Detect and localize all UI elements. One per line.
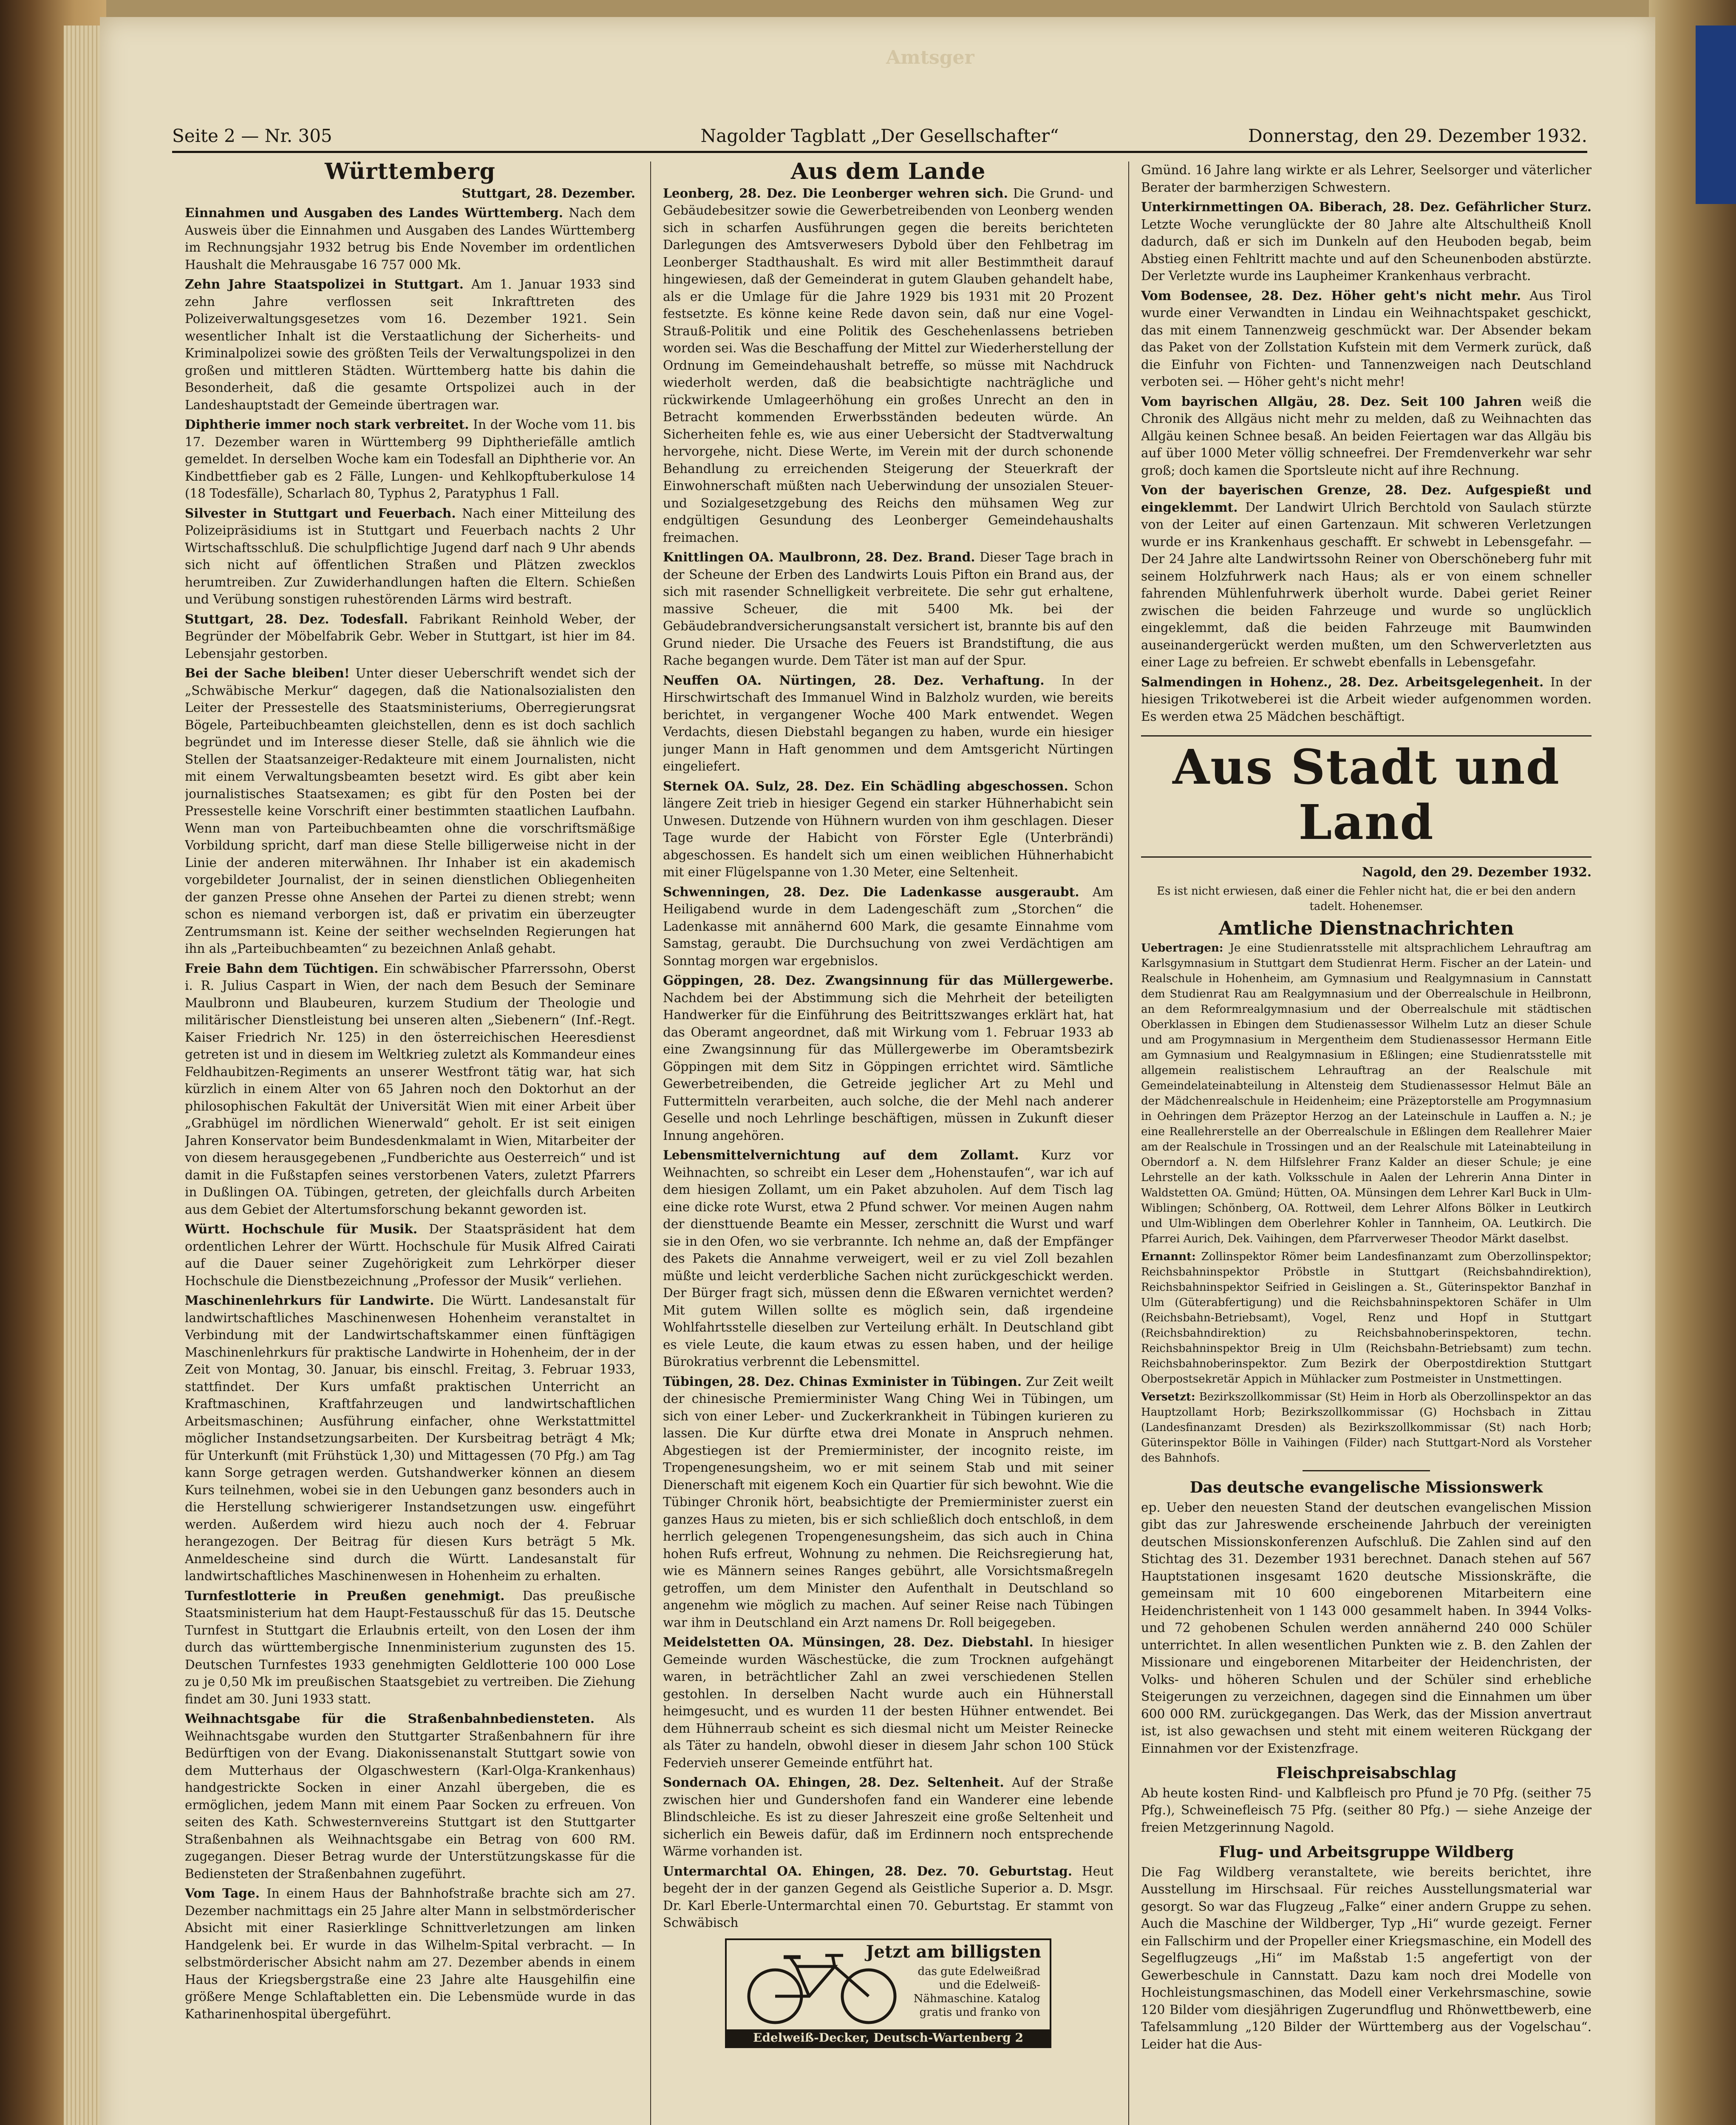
article-text: In der hiesigen Trikotweberei ist die Arbeit wieder aufgenommen worden. Es werden etwa 25 Mädchen beschäftigt. — [1141, 674, 1592, 724]
column-aus-dem-lande — [663, 162, 1113, 2125]
article-lead: Vom bayrischen Allgäu, 28. Dez. Seit 100 Jahren — [1141, 394, 1522, 409]
article-paragraph — [185, 665, 635, 958]
bookmark-tab — [1696, 26, 1736, 204]
article-text: Bezirkszollkommissar (St) Heim in Horb als Oberzollinspektor an das Hauptzollamt Horb; Bezirkszollkommissar (G) Hochsbach in Zittau (Landesfinanzamt Dresden) als Bezirkszollkommissar (St) nach Horb; Güterinspektor Bölle in Vaihingen (Filder) nach Stuttgart-Nord als Vorsteher des Bahnhofs. — [1141, 1391, 1592, 1465]
article-paragraph — [663, 778, 1113, 881]
article-paragraph — [663, 549, 1113, 669]
article-text: In einem Haus der Bahnhofstraße brachte sich am 27. Dezember nachmittags ein 25 Jahre alter Mann in selbstmörderischer Absicht mit einer Rasierklinge Schnittverletzungen am linken Handgelenk bei. Er wurde in das Wilhelm-Spital verbracht. — In selbstmörderischer Absicht nahm am 27. Dezember abends in einem Haus der Kriegsbergstraße eine 23 Jahre alte Hausgehilfin eine größere Menge Schlaftabletten ein. Die Lebensmüde wurde in das Katharinenhospital übergeführt. — [185, 1886, 635, 2021]
article-paragraph — [1141, 198, 1592, 285]
article-text: Letzte Woche verunglückte der 80 Jahre alte Altschultheiß Knoll dadurch, daß er sich im Dunkeln auf den Heuboden begab, beim Abstieg einen Fehltritt machte und auf den Scheunenboden abstürzte. Der Verletzte wurde ins Laupheimer Krankenhaus verbracht. — [1141, 217, 1592, 283]
article-text: Ein schwäbischer Pfarrerssohn, Oberst i. R. Julius Caspart in Wien, der nach dem Besuch der Seminare Maulbronn und Blaubeuren, kurzem Studium der Theologie und militärischer Dienstleistung bei unseren alten „Siebenern“ (Inf.-Regt. Kaiser Friedrich Nr. 125) in den österreichischen Heeresdienst getreten ist und in diesem im Weltkrieg zuletzt als Kommandeur eines Feldhaubitzen-Regiments an unserer Westfront tätig war, hat sich kürzlich in einem Alter von 65 Jahren noch den Doktorhut an der philosophischen Fakultät der Universität Wien mit einer Arbeit über „Grabhügel im nördlichen Wienerwald“ geholt. Er ist seit einigen Jahren Konservator beim Bundesdenkmalamt in Wien, Mitarbeiter der von diesem herausgegebenen „Fundberichte aus Oesterreich“ und ist damit in die Fußstapfen seines verstorbenen Vaters, zuletzt Pfarrers in Dußlingen OA. Tübingen, getreten, der gleichfalls durch Arbeiten aus dem Gebiet der Altertumsforschung bekannt geworden ist. — [185, 961, 635, 1217]
article-text: Das preußische Staatsministerium hat dem Haupt-Festausschuß für das 15. Deutsche Turnfest in Stuttgart die Erlaubnis erteilt, von den Losen der ihm durch das württembergische Innenministerium zugunsten des 15. Deutschen Turnfestes 1933 genehmigten Geldlotterie 100 000 Lose zu je 0,50 Mk im preußischen Staatsgebiet zu vertreiben. Die Ziehung findet am 30. Juni 1933 statt. — [185, 1588, 635, 1706]
article-text: Schon längere Zeit trieb in hiesiger Gegend ein starker Hühnerhabicht sein Unwesen. Dutzende von Hühnern wurden von ihm geschlagen. Dieser Tage wurde der Habicht von Förster Egle (Unterbrändi) abgeschossen. Es handelt sich um einen weiblichen Hühnerhabicht mit einer Flügelspanne von 1.30 Meter, eine Seltenheit. — [663, 779, 1113, 879]
ad-address: Edelweiß-Decker, Deutsch-Wartenberg 2 — [727, 2029, 1050, 2046]
article-paragraph — [663, 185, 1113, 547]
article-paragraph — [185, 276, 635, 414]
article-lead: Tübingen, 28. Dez. Chinas Exminister in Tübingen. — [663, 1374, 1022, 1389]
bicycle-advertisement — [725, 1938, 1051, 2048]
subsection-title: Amtliche Dienstnachrichten — [1218, 917, 1514, 939]
column-divider — [1128, 162, 1129, 2125]
article-lead: Vom Tage. — [185, 1886, 260, 1901]
article-paragraph — [1141, 162, 1592, 196]
dateline: Nagold, den 29. Dezember 1932. — [1362, 864, 1592, 879]
article-paragraph — [1141, 1249, 1592, 1387]
article-lead: Uebertragen: — [1141, 942, 1223, 955]
article-text: Nach einer Mitteilung des Polizeipräsidiums ist in Stuttgart und Feuerbach nachts 2 Uhr Wirtschaftsschluß. Die schulpflichtige Jugend darf nach 9 Uhr abends sich nicht auf öffentlichen Straßen und Plätzen zwecklos herumtreiben. Zur Zuwiderhandlungen haften die Eltern. Schießen und Verübung sonstigen ruhestörenden Lärms wird bestraft. — [185, 506, 635, 606]
article-paragraph — [663, 1863, 1113, 1932]
article-lead: Schwenningen, 28. Dez. Die Ladenkasse ausgeraubt. — [663, 884, 1079, 899]
article-lead: Zehn Jahre Staatspolizei in Stuttgart. — [185, 277, 464, 292]
header-rule — [172, 151, 1587, 153]
article-text: Die Grund- und Gebäudebesitzer sowie die Gewerbetreibenden von Leonberg wenden sich in scharfen Ausführungen gegen die bereits berichteten Darlegungen des Amtsverwesers Dybold über den Fehlbetrag im Leonberger Stadthaushalt. Es wird mit aller Bestimmtheit darauf hingewiesen, daß der Gemeinderat in gutem Glauben gehandelt habe, als er die Umlage für die Jahre 1929 bis 1931 mit 20 Prozent festsetzte. Es könne keine Rede davon sein, daß nur eine Vogel-Strauß-Politik und eine Politik des Geschehenlassens betrieben worden sei. Was die Beschaffung der Mittel zur Wiederherstellung der Ordnung im Gemeindehaushalt betreffe, so müsse mit Nachdruck wiederholt werden, daß die beabsichtigte nachträgliche und rückwirkende Umlageerhöhung ein großes Unrecht an den in Betracht kommenden Erwerbsständen bedeuten würde. An Sicherheiten fehle es, wie aus einer Uebersicht der Stadtverwaltung hervorgehe, nicht. Diese Werte, im Verein mit der durch schonende Behandlung zu erreichenden Steigerung der Steuerkraft der Einwohnerschaft müßten nach Ueberwindung der unsozialen Steuer- und Sozialgesetzgebung des Reichs den mühsamen Weg zur endgültigen Gesundung des Leonberger Gemeindehaushalts freimachen. — [663, 186, 1113, 545]
article-lead: Versetzt: — [1141, 1391, 1195, 1403]
column-stadt-und-land — [1141, 162, 1592, 2125]
section-title: Aus dem Lande — [790, 162, 986, 184]
article-list — [1141, 162, 1592, 725]
article-body: Ab heute kosten Rind- und Kalbfleisch pro Pfund je 70 Pfg. (seither 75 Pfg.), Schweinefleisch 75 Pfg. (seither 80 Pfg.) — siehe Anzeige der freien Metzgerinnung Nagold. — [1141, 1785, 1592, 1835]
article-text: Aus Tirol wurde einer Verwandten in Lindau ein Weihnachtspaket geschickt, das mit einem Tannenzweig geschmückt war. Der Absender bekam das Paket von der Zollstation Kufstein mit dem Vermerk zurück, daß die Einfuhr von Fichten- und Tannenzweigen nach Deutschland verboten sei. — Höher geht's nicht mehr! — [1141, 288, 1592, 389]
article-text: Der Landwirt Ulrich Berchtold von Saulach stürzte von der Leiter auf einen Gartenzaun. Mit schweren Verletzungen wurde er ins Krankenhaus geschafft. Er schwebt in Lebensgefahr. — Der 24 Jahre alte Landwirtssohn Reiner von Oberschöneberg fuhr mit seinem Holzfuhrwerk nach Haus; als er von einem schneller fahrenden Mühlenfuhrwerk überholt wurde. Dabei geriet Reiner zwischen die beiden Fahrzeuge und wurde so unglücklich eingeklemmt, daß die beiden Fahrzeuge mit Baumwinden auseinandergerückt werden mußten, um den Schwerverletzten aus einer Lage zu befreien. Er schwebt ebenfalls in Lebensgefahr. — [1141, 500, 1592, 669]
article-text: Am Heiligabend wurde in dem Ladengeschäft zum „Storchen“ die Ladenkasse mit annähernd 600 Mark, die gesamte Einnahme vom Samstag, geraubt. Die Durchsuchung von zwei Verdächtigen am Sonntag morgen war ergebnislos. — [663, 884, 1113, 968]
article-lead: Salmendingen in Hohenz., 28. Dez. Arbeitsgelegenheit. — [1141, 674, 1544, 689]
article-paragraph — [185, 611, 635, 663]
article-body: ep. Ueber den neuesten Stand der deutschen evangelischen Mission gibt das zur Jahreswende erscheinende Jahrbuch der vereinigten deutschen Missionskonferenzen Aufschluß. Die Zahlen sind auf den Stichtag des 31. Dezember 1931 berechnet. Danach stehen auf 567 Hauptstationen insgesamt 1620 deutsche Missionskräfte, die gemeinsam mit 10 600 eingeborenen Mitarbeitern eine Heidenchristenheit von 1 143 000 gesammelt haben. In 3944 Volks- und 72 gehobenen Schulen werden annähernd 240 000 Schüler unterrichtet. In allen wesentlichen Punkten wie z. B. den Zahlen der Missionare und eingeborenen Mitarbeiter der Heidenchristen, der Volks- und höheren Schulen und der Schüler sind erhebliche Steigerungen zu verzeichnen, dagegen sind die Einnahmen um über 600 000 RM. zurückgegangen. Das Werk, das der Mission anvertraut ist, ist also gewachsen und steht mit einem weiteren Rückgang der Einnahmen vor der Existenzfrage. — [1141, 1500, 1592, 1756]
section-title: Württemberg — [325, 162, 496, 184]
motto: Es ist nicht erwiesen, daß einer die Fehler nicht hat, die er bei den andern tadelt. Hohenemser. — [1157, 884, 1576, 913]
article-text: Die Württ. Landesanstalt für landwirtschaftliches Maschinenwesen Hohenheim veranstaltet in Verbindung mit der Landwirtschaftskammer einen fünftägigen Maschinenlehrkurs für praktische Landwirte in Hohenheim, der in der Zeit von Montag, 30. Januar, bis einschl. Freitag, 3. Februar 1933, stattfindet. Der Kurs umfaßt praktischen Unterricht an Kraftmaschinen, Kraftfahrzeugen und landwirtschaftlichen Arbeitsmaschinen; Ausführung einfacher, ohne Werkstattmittel möglicher Instandsetzungsarbeiten. Der Kursbeitrag beträgt 4 Mk; für Unterkunft (mit Frühstück 1,30) und Mittagessen (70 Pfg.) am Tag kann Sorge getragen werden. Gutshandwerker können an diesem Kurs teilnehmen, wobei sie in den Uebungen ganz besonders auch in die Herstellung schwierigerer Instandsetzungen usw. eingeführt werden. Außerdem wird hiezu auch noch der 4. Februar herangezogen. Der Beitrag für diesen Kurs beträgt 5 Mk. Anmeldescheine sind durch die Württ. Landesanstalt für landwirtschaftliches Maschinenwesen in Hohenheim zu erhalten. — [185, 1293, 635, 1583]
column-divider — [650, 162, 651, 2125]
article-text: weiß die Chronik des Allgäus nicht mehr zu melden, daß zu Weihnachten das Allgäu keinen Schnee besaß. An beiden Feiertagen war das Allgäu bis auf über 1000 Meter völlig schneefrei. Der Fremdenverkehr war sehr groß; doch kamen die Sportsleute nicht auf ihre Rechnung. — [1141, 394, 1592, 478]
article-paragraph — [1141, 674, 1592, 725]
article-paragraph — [663, 972, 1113, 1144]
page-number: Seite 2 — Nr. 305 — [172, 125, 332, 146]
newspaper-page — [100, 17, 1655, 2125]
article-lead: Unterkirnmettingen OA. Biberach, 28. Dez. Gefährlicher Sturz. — [1141, 199, 1592, 214]
article-lead: Meidelstetten OA. Münsingen, 28. Dez. Diebstahl. — [663, 1635, 1034, 1649]
article-paragraph — [663, 884, 1113, 970]
article-headline: Fleischpreisabschlag — [1276, 1764, 1457, 1782]
article-lead: Einnahmen und Ausgaben des Landes Württemberg. — [185, 205, 564, 220]
article-paragraph — [663, 1373, 1113, 1632]
article-text: Nach dem Ausweis über die Einnahmen und Ausgaben des Landes Württemberg im Rechnungsjahr 1932 betrug bis Ende November im ordentlichen Haushalt die Mehrausgabe 16 757 000 Mk. — [185, 206, 635, 272]
book-right-edge — [1649, 0, 1736, 2125]
article-text: In hiesiger Gemeinde wurden Wäschestücke, die zum Trocknen aufgehängt waren, in beträchtlicher Zahl an zwei verschiedenen Stellen gestohlen. In derselben Nacht wurde auch ein Hühnerstall heimgesucht, und es wurden 11 der besten Hühner entwendet. Bei dem Hühnerraub scheint es sich diesmal nicht um Meister Reinecke als Täter zu handeln, obwohl dieser in diesem Jahr schon 100 Stück Federvieh unserer Gemeinde entführt hat. — [663, 1635, 1113, 1770]
bleed-through-text: Amtsger — [886, 47, 974, 68]
article-lead: Silvester in Stuttgart und Feuerbach. — [185, 505, 456, 521]
article-paragraph — [663, 1774, 1113, 1860]
ad-headline: Jetzt am billigsten — [866, 1941, 1041, 1962]
article-text: Gmünd. 16 Jahre lang wirkte er als Lehrer, Seelsorger und väterlicher Berater der barmherzigen Schwestern. — [1141, 163, 1592, 195]
article-text: Je eine Studienratsstelle mit altsprachlichem Lehrauftrag am Karlsgymnasium in Stuttgart dem Studienrat Herm. Fischer an der Latein- und Realschule in Hohenheim, am Gymnasium und Realgymnasium in Cannstatt dem Studienrat Rau am Realgymnasium und der Oberrealschule in Heilbronn, an dem Reformrealgymnasium und der Oberrealschule mit städtischen Oberklassen in Ebingen dem Studienassessor Wilhelm Lutz an dieser Schule und am Progymnasium in Mergentheim dem Studienassessor Hermann Eitle am Gymnasium und Realgymnasium in Eßlingen; eine Studienratsstelle mit allgemein realistischem Lehrauftrag an der Realschule mit Gemeindelateinabteilung in Altensteig dem Studienassessor Helmut Bäle an der Mädchenrealschule in Heidenheim; eine Präzeptorstelle am Progymnasium in Oehringen dem Präzeptor Herzog an der Lateinschule in Lauffen a. N.; je eine Reallehrerstelle an der Oberrealschule in Eßlingen dem Reallehrer Maier am der Realschule in Trossingen und an der Realschule mit Lateinabteilung in Oberndorf a. N. dem Hilfslehrer Franz Kalder an dieser Schule; je eine Lehrstelle an der kath. Volksschule in Aalen der Lehrerin Anna Dinter in Waldstetten OA. Gmünd; Hütten, OA. Münsingen dem Lehrer Karl Buck in Ulm-Wiblingen; Schönberg, OA. Rottweil, dem Lehrer Alfons Bölker in Leutkirch und Ulm-Wiblingen dem Oberlehrer Kohler in Tannheim, OA. Leutkirch. Die Pfarrei Aurich, Dek. Vaihingen, dem Pfarrverweser Theodor Märkt daselbst. — [1141, 942, 1592, 1245]
article-lead: Vom Bodensee, 28. Dez. Höher geht's nicht mehr. — [1141, 288, 1521, 303]
article-lead: Württ. Hochschule für Musik. — [185, 1221, 418, 1236]
article-text: Unter dieser Ueberschrift wendet sich der „Schwäbische Merkur“ dagegen, daß die Nationalsozialisten den Leiter der Pressestelle des Staatsministeriums, Oberregierungsrat Bögele, Parteibuchbeamten gleichstellen, denn es ist doch sachlich begründet und im Interesse dieser Stelle, daß sie ähnlich wie die Stellen der Staatsanzeiger-Redakteure mit einem Journalisten, nicht mit einem Verwaltungsbeamten besetzt wird. Es gibt aber kein journalistisches Staatsexamen; es gibt für den Posten bei der Pressestelle keine Vorschrift einer bestimmten staatlichen Laufbahn. Wenn man von Parteibuchbeamten ohne die vorschriftsmäßige Vorbildung spricht, darf man diese Stelle billigerweise nicht in der Linie der anderen miterwähnen. Ihr Inhaber ist ein akademisch vorgebildeter Journalist, der in seinen dienstlichen Obliegenheiten der ganzen Presse ohne Ansehen der Partei zu dienen strebt; wenn schon es niemand verborgen ist, daß er privatim ein überzeugter Zentrumsmann ist. Keine der seither wechselnden Regierungen hat ihn als „Parteibuchbeamten“ zu bezeichnen Anlaß gehabt. — [185, 666, 635, 956]
article-list — [185, 204, 635, 2023]
article-list — [663, 185, 1113, 1932]
article-lead: Ernannt: — [1141, 1250, 1196, 1263]
article-paragraph — [185, 416, 635, 502]
article-text: Nachdem bei der Abstimmung sich die Mehrheit der beteiligten Handwerker für die Einführung des Beitrittszwanges erklärt hat, hat das Oberamt angeordnet, daß mit Wirkung vom 1. Februar 1933 ab eine Zwangsinnung für das Müllergewerbe im Oberamtsbezirk Göppingen mit dem Sitz in Göppingen errichtet wird. Sämtliche Gewerbetreibenden, die Getreide jeglicher Art zu Mehl und Futtermitteln verarbeiten, auch solche, die der Mehl nach anderer Geselle und noch Lehrlinge beschäftigen, müssen in Zukunft dieser Innung angehören. — [663, 990, 1113, 1143]
article-body: Die Fag Wildberg veranstaltete, wie bereits berichtet, ihre Ausstellung im Hirschsaal. Für reiches Ausstellungsmaterial war gesorgt. So war das Flugzeug „Falke“ einer andern Gruppe zu sehen. Auch die Maschine der Wildberger, Typ „Hi“ wurde gezeigt. Ferner ein Fallschirm und der Propeller einer Kriegsmaschine, ein Modell des Segelflugzeugs „Hi“ im Maßstab 1:5 angefertigt von der Gewerbeschule in Cannstatt. Dazu kam noch drei Modelle von Hochleistungsmaschinen, das Modell einer Verkehrsmaschine, sowie 120 Bilder vom diesjährigen Zugerundflug und Rhönwettbewerb, eine Tafelsammlung „120 Bilder der Württemberg aus der Vogelschau“. Leider hat die Aus- — [1141, 1864, 1592, 2051]
article-paragraph — [663, 672, 1113, 775]
column-wuerttemberg — [185, 162, 635, 2125]
article-paragraph — [1141, 393, 1592, 479]
article-lead: Von der bayerischen Grenze, 28. Dez. Aufgespießt und eingeklemmt. — [1141, 482, 1592, 515]
dateline: Stuttgart, 28. Dezember. — [462, 185, 635, 201]
article-paragraph — [185, 1710, 635, 1882]
article-lead: Sondernach OA. Ehingen, 28. Dez. Seltenheit. — [663, 1775, 1004, 1790]
article-lead: Stuttgart, 28. Dez. Todesfall. — [185, 611, 408, 626]
article-text: In der Hirschwirtschaft des Immanuel Wind in Balzholz wurden, wie bereits berichtet, in vergangener Woche 400 Mark entwendet. Wegen Verdachts, diesen Diebstahl begangen zu haben, wurde ein hiesiger junger Mann in Haft genommen und dem Amtsgericht Nürtingen eingeliefert. — [663, 673, 1113, 774]
article-paragraph — [185, 960, 635, 1218]
article-text: Zur Zeit weilt der chinesische Premierminister Wang Ching Wei in Tübingen, um sich von einer Leber- und Zuckerkrankheit in Tübingen kurieren zu lassen. Die Kur dürfte etwa drei Monate in Anspruch nehmen. Abgestiegen ist der Premierminister, der incognito reiste, im Tropengenesungsheim, wo er mit seinem Stab und mit seiner Dienerschaft mit eigenem Koch ein Quartier für sich bewohnt. Wie die Tübinger Chronik hört, beabsichtigte der Premierminister zuerst ein ganzes Haus zu mieten, bis er sich schließlich doch entschloß, in dem herrlich gelegenen Tropengenesungsheim, das sich auch in China hohen Rufs erfreut, Wohnung zu nehmen. Die Reichsregierung hat, wie es Männern seines Ranges gebührt, alle Vorsichtsmaßregeln getroffen, um dem Minister den Aufenthalt in Deutschland so angenehm wie möglich zu machen. Auf seiner Reise nach Tübingen war ihm in Deutschland ein Arzt namens Dr. Roll beigegeben. — [663, 1374, 1113, 1630]
article-text: Am 1. Januar 1933 sind zehn Jahre verflossen seit Inkrafttreten des Polizeiverwaltungsgesetzes vom 16. Dezember 1921. Sein wesentlicher Inhalt ist die Verstaatlichung der Sicherheits- und Kriminalpolizei sowie des größten Teils der Verwaltungspolizei in den großen und mittleren Städten. Württemberg hatte bis dahin die Besonderheit, daß die gesamte Ortspolizei auch in der Landeshauptstadt der Gemeinde übertragen war. — [185, 277, 635, 412]
running-header — [172, 125, 1587, 151]
article-lead: Leonberg, 28. Dez. Die Leonberger wehren sich. — [663, 185, 1008, 201]
article-lead: Knittlingen OA. Maulbronn, 28. Dez. Brand. — [663, 550, 975, 564]
article-lead: Maschinenlehrkurs für Landwirte. — [185, 1293, 434, 1308]
article-paragraph — [185, 1292, 635, 1585]
article-text: Kurz vor Weihnachten, so schreibt ein Leser dem „Hohenstaufen“, war ich auf dem hiesigen Zollamt, um ein Paket abzuholen. Auf dem Tisch lag eine dicke rote Wurst, etwa 2 Pfund schwer. Vor meinen Augen nahm der diensttuende Beamte ein Messer, zerschnitt die Wurst und warf sie in den Ofen, wo sie verbrannte. Ich nehme an, daß der Empfänger des Pakets die Annahme verweigert, weil er zu viel Zoll bezahlen müßte und leicht verderbliche Sachen nicht zurückgeschickt werden. Der Bürger fragt sich, müssen denn die Eßwaren vernichtet werden? Mit gutem Willen sollte es möglich sein, daß irgendeine Wohlfahrtsstelle dieselben zur Verteilung erhält. In Deutschland gibt es viele Leute, die kaum etwas zu essen haben, und der heilige Bürokratius verbrennt die Lebensmittel. — [663, 1148, 1113, 1369]
article-lead: Lebensmittelvernichtung auf dem Zollamt. — [663, 1148, 1019, 1162]
article-lead: Neuffen OA. Nürtingen, 28. Dez. Verhaftung. — [663, 672, 1045, 688]
article-paragraph — [1141, 941, 1592, 1247]
article-paragraph — [185, 505, 635, 608]
article-paragraph — [185, 1587, 635, 1708]
article-text: Auf der Straße zwischen hier und Gundershofen fand ein Wanderer eine lebende Blindschleiche. Es ist zu dieser Jahreszeit eine große Seltenheit und sicherlich ein Beweis dafür, daß im Erdinnern noch entsprechende Wärme vorhanden ist. — [663, 1775, 1113, 1859]
section-title-large: Aus Stadt und Land — [1141, 735, 1592, 858]
article-paragraph — [185, 1885, 635, 2023]
article-paragraph — [1141, 1389, 1592, 1466]
ad-text: das gute Edelweißrad und die Edelweiß-Nähmaschine. Katalog gratis und franko von — [913, 1965, 1040, 2019]
article-paragraph — [1141, 482, 1592, 671]
article-paragraph — [663, 1147, 1113, 1371]
article-text: Der Staatspräsident hat dem ordentlichen Lehrer der Württ. Hochschule für Musik Alfred Cairati auf die Dauer seiner Zugehörigkeit zum Lehrkörper dieser Hochschule die Dienstbezeichnung „Professor der Musik“ verliehen. — [185, 1222, 635, 1288]
article-paragraph — [663, 1634, 1113, 1771]
article-text: Fabrikant Reinhold Weber, der Begründer der Möbelfabrik Gebr. Weber in Stuttgart, ist hier im 84. Lebensjahr gestorben. — [185, 612, 635, 661]
article-lead: Diphtherie immer noch stark verbreitet. — [185, 417, 469, 432]
article-headline: Flug- und Arbeitsgruppe Wildberg — [1218, 1843, 1514, 1861]
article-text: Zollinspektor Römer beim Landesfinanzamt zum Oberzollinspektor; Reichsbahninspektor Pröbstle in Stuttgart (Reichsbahndirektion), Reichsbahninspektor Seifried in Geislingen a. St., Güterinspektor Banzhaf in Ulm (Güterabfertigung) und die Reichsbahninspektoren Schäfer in Ulm (Reichsbahn-Betriebsamt), Vogel, Renz und Hopf in Stuttgart (Reichsbahndirektion) zu Reichsbahnoberinspektoren, techn. Reichsbahninspektor Breig in Ulm (Reichsbahn-Betriebsamt) zum techn. Reichsbahnoberinspektor. Zum Bezirk der Oberpostdirektion Stuttgart Oberpostsekretär Appich in Mühlacker zum Postmeister in Unstmettingen. — [1141, 1250, 1592, 1386]
issue-date: Donnerstag, den 29. Dezember 1932. — [1248, 125, 1587, 146]
article-headline: Das deutsche evangelische Missionswerk — [1189, 1479, 1543, 1496]
article-text: Heut begeht der in der ganzen Gegend als Geistliche Superior a. D. Msgr. Dr. Karl Eberle-Untermarchtal einen 70. Geburtstag. Er stammt von Schwäbisch — [663, 1864, 1113, 1930]
article-lead: Bei der Sache bleiben! — [185, 666, 350, 680]
article-paragraph — [185, 1221, 635, 1289]
article-paragraph — [1141, 287, 1592, 391]
article-lead: Untermarchtal OA. Ehingen, 28. Dez. 70. Geburtstag. — [663, 1863, 1073, 1878]
article-text: Dieser Tage brach in der Scheune der Erben des Landwirts Louis Pifton ein Brand aus, der sich mit rasender Schnelligkeit verbreitete. Die sehr gut erhaltene, massive Scheuer, die mit 5400 Mk. bei der Gebäudebrandversicherungsanstalt versichert ist, brannte bis auf den Grund nieder. Die Ursache des Feuers ist Brandstiftung, die aus Rache begangen wurde. Dem Täter ist man auf der Spur. — [663, 550, 1113, 668]
masthead: Nagolder Tagblatt „Der Gesellschafter“ — [700, 125, 1059, 146]
article-lead: Turnfestlotterie in Preußen genehmigt. — [185, 1588, 505, 1603]
article-lead: Weihnachtsgabe für die Straßenbahnbediensteten. — [185, 1711, 595, 1726]
article-lead: Göppingen, 28. Dez. Zwangsinnung für das Müllergewerbe. — [663, 973, 1113, 988]
article-text: Als Weihnachtsgabe wurden den Stuttgarter Straßenbahnern für ihre Bedürftigen von der Evang. Diakonissenanstalt Stuttgart sowie von dem Mutterhaus der Olgaschwestern (Karl-Olga-Krankenhaus) handgestrickte Socken in einer Anzahl übergeben, die es ermöglichen, jedem Mann mit einem Paar Socken zu erfreuen. Von seiten des Kath. Schwesternvereins Stuttgart ist den Stuttgarter Straßenbahnen als Weihnachtsgabe ein Betrag von 600 RM. zugegangen. Dieser Betrag wurde der Unterstützungskasse für die Bediensteten der Straßenbahnen zugeführt. — [185, 1711, 635, 1881]
article-text: In der Woche vom 11. bis 17. Dezember waren in Württemberg 99 Diphtheriefälle amtlich gemeldet. In derselben Woche kam ein Todesfall an Diphtherie vor. An Kindbettfieber gab es 2 Fälle, Lungen- und Kehlkopftuberkulose 14 (18 Todesfälle), Scharlach 80, Typhus 2, Paratyphus 1 Fall. — [185, 417, 635, 501]
article-paragraph — [185, 204, 635, 273]
official-notices — [1141, 941, 1592, 1466]
article-lead: Sternek OA. Sulz, 28. Dez. Ein Schädling abgeschossen. — [663, 778, 1068, 793]
separator — [1303, 1470, 1430, 1471]
article-lead: Freie Bahn dem Tüchtigen. — [185, 960, 379, 976]
page-edges — [64, 26, 102, 2125]
